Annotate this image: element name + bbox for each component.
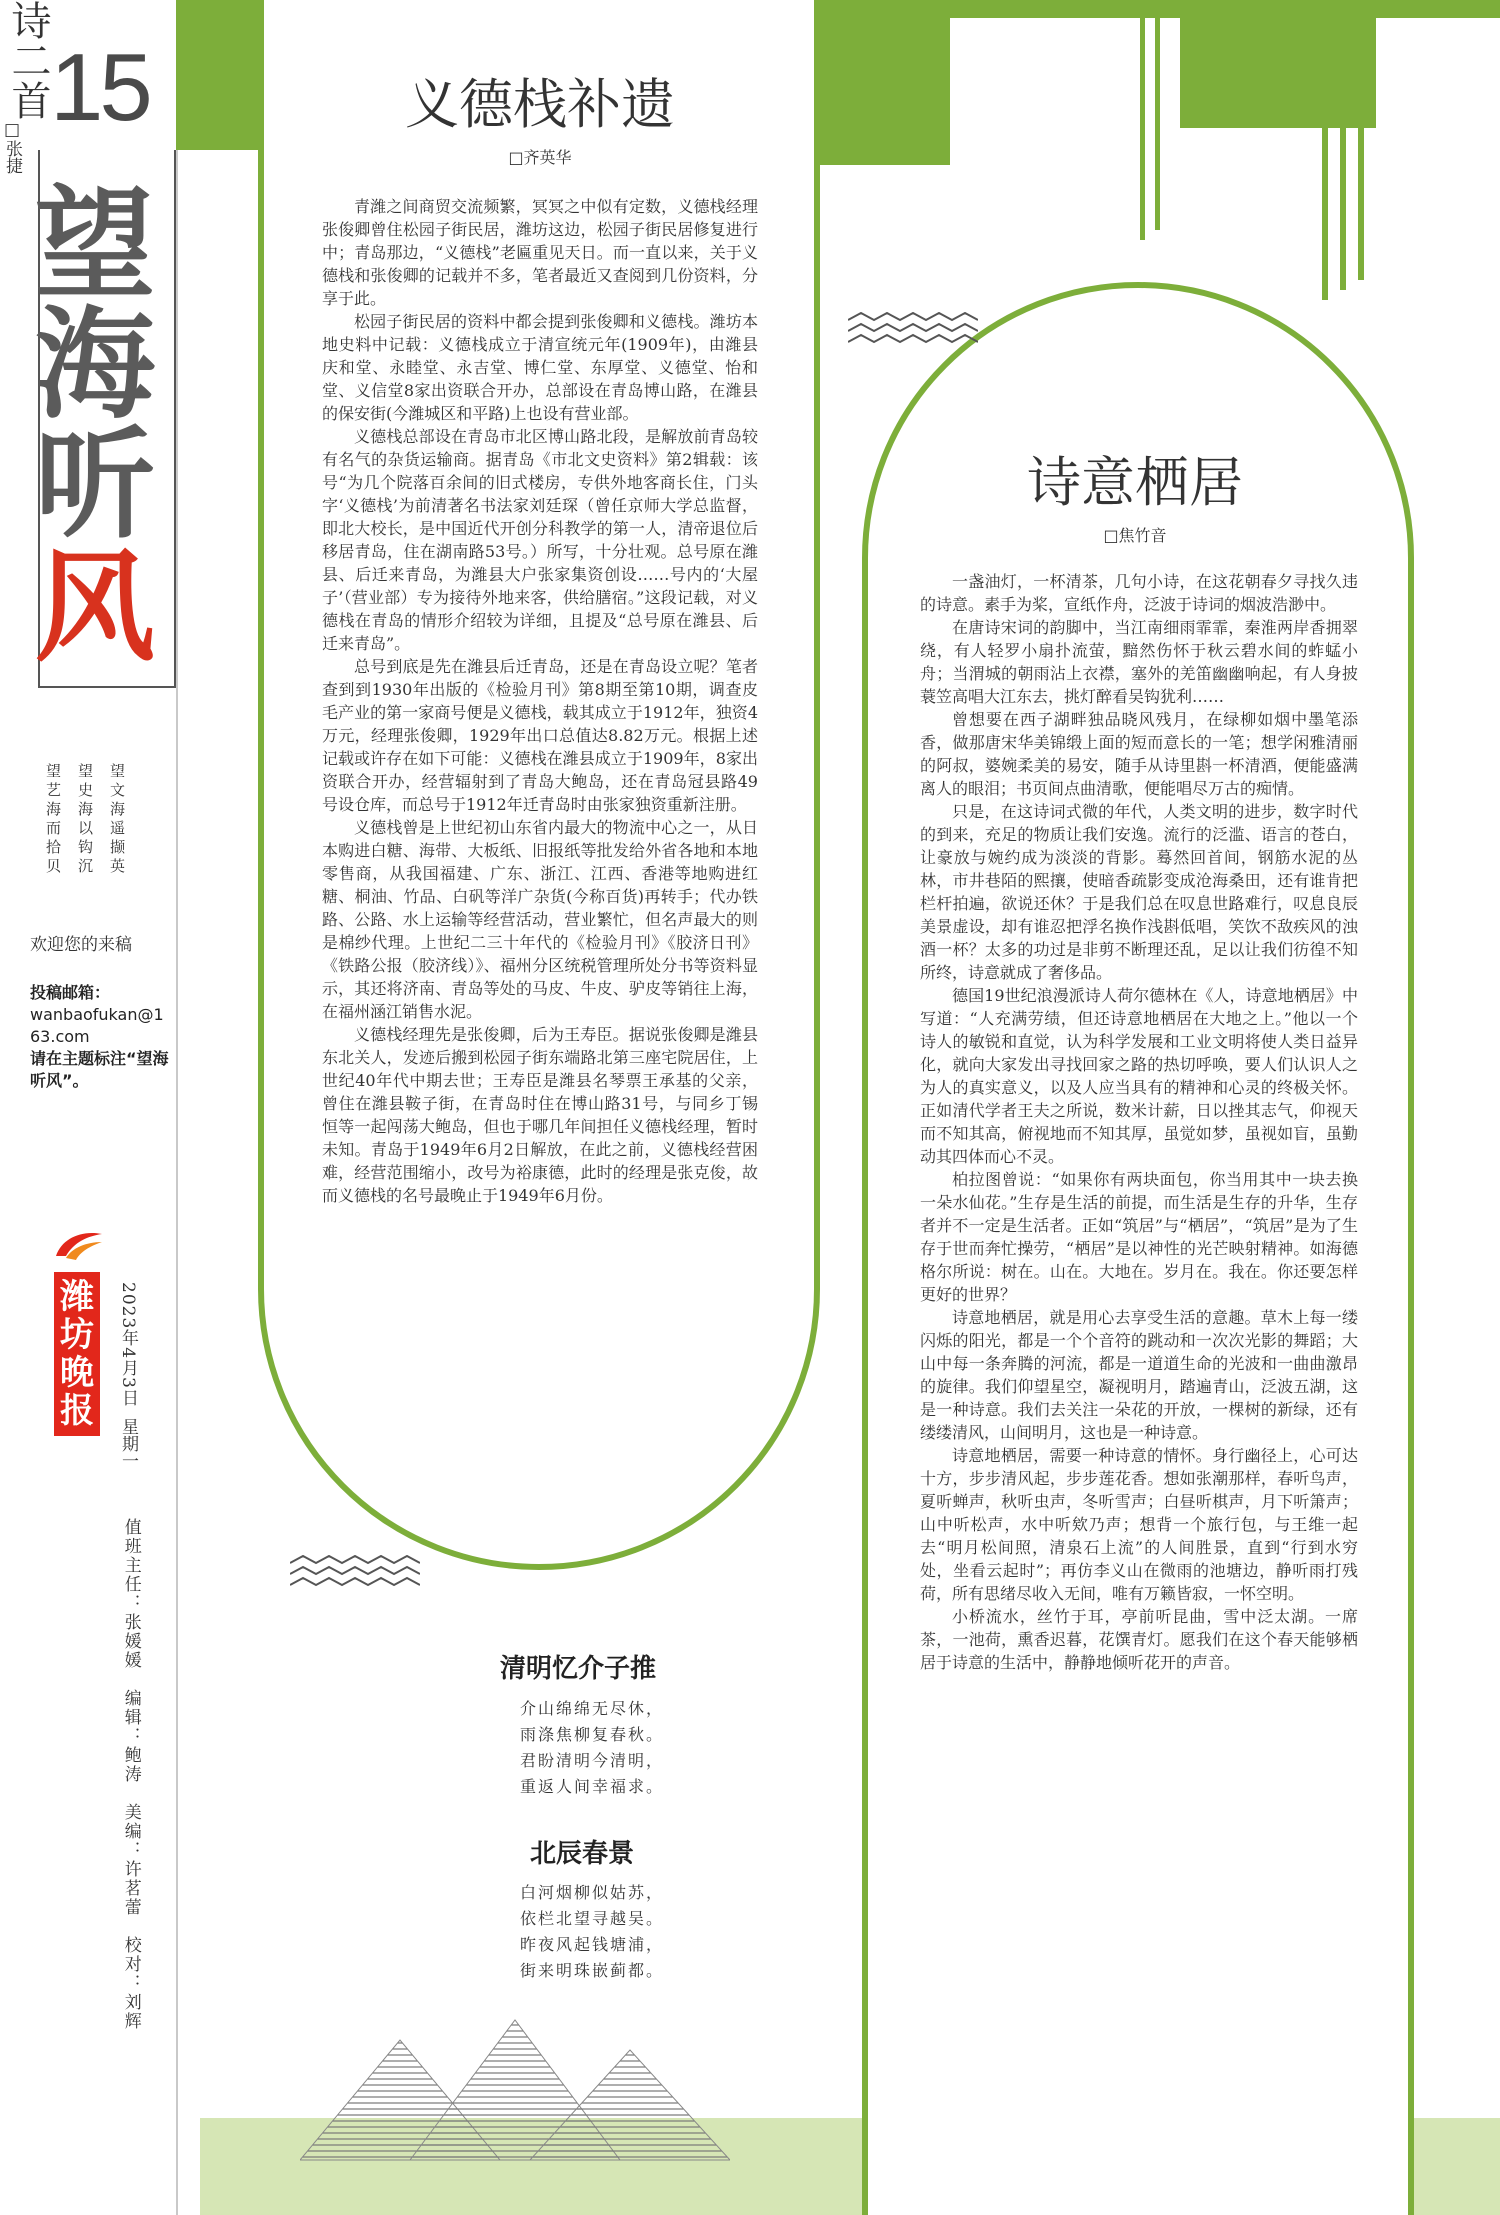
issue-weekday: 星期一 bbox=[118, 1418, 138, 1469]
deco-stripe bbox=[1155, 0, 1160, 230]
article2-paragraph: 柏拉图曾说：“如果你有两块面包，你当用其中一块去换一朵水仙花。”生存是生活的前提，而生活是生存的升华，生存者并不一定是生活者。正如“筑居”与“栖居”，“筑居”是为了生存于世而奔忙操劳，“栖居”是以神性的光芒映射精神。如海德格尔所说：树在。山在。大地在。岁月在。我在。你还要怎样更好的世界？ bbox=[920, 1170, 1358, 1304]
article2-paragraph: 诗意地栖居，需要一种诗意的情怀。身行幽径上，心可达十方，步步清风起，步步莲花香。想如张潮那样，春听鸟声，夏听蝉声，秋听虫声，冬听雪声；白昼听棋声，月下听箫声；山中听松声，水中听欸乃声；想背一个旅行包，与王维一起去“明月松间照，清泉石上流”的人间胜景，直到“行到水穷处，坐看云起时”；再仿李义山在微雨的池塘边，静听雨打残荷，所有思绪尽收入无间，唯有万籁皆寂，一怀空明。 bbox=[920, 1446, 1358, 1603]
submit-label: 投稿邮箱： bbox=[30, 983, 111, 1002]
column-title-char: 听 bbox=[35, 414, 155, 555]
contact-block bbox=[30, 982, 170, 1092]
page-number: 15 bbox=[50, 34, 149, 141]
poem1-lines bbox=[520, 1696, 664, 1800]
poem1-title: 清明忆介子推 bbox=[500, 1654, 657, 1684]
poem-line: 街来明珠嵌蓟都。 bbox=[520, 1961, 665, 1980]
deco-stripe bbox=[1340, 0, 1346, 290]
article1-byline: □齐英华 bbox=[508, 148, 572, 167]
poem-line: 重返人间幸福求。 bbox=[520, 1777, 665, 1796]
email-note: 请在主题标注“望海听风”。 bbox=[30, 1049, 169, 1090]
article1-paragraph: 义德栈曾是上世纪初山东省内最大的物流中心之一，从日本购进白糖、海带、大板纸、旧报纸等批发给外省各地和本地零售商，从我国福建、广东、浙江、江西、香港等地购进红糖、桐油、竹品、白矾等洋广杂货(今称百货)再转手；代办铁路、公路、水上运输等经营活动，营业繁忙，但名声最大的则是棉纱代理。上世纪二三十年代的《检验月刊》《胶济日刊》《铁路公报（胶济线）》、福州分区统税管理所处分书等资料显示，其还将济南、青岛等处的马皮、牛皮、驴皮等销往上海，在福州涵江销售水泥。 bbox=[322, 818, 758, 1021]
article1-paragraph: 松园子街民居的资料中都会提到张俊卿和义德栈。潍坊本地史料中记载：义德栈成立于清宣统元年(1909年)，由潍县庆和堂、永睦堂、永吉堂、博仁堂、东厚堂、义德堂、怡和堂、义信堂8家出资联合开办，总部设在青岛博山路，在潍县的保安街(今潍城区和平路)上也设有营业部。 bbox=[322, 312, 758, 423]
poem-line: 昨夜风起钱塘浦， bbox=[520, 1935, 665, 1954]
article2-body bbox=[920, 570, 1358, 1674]
zigzag-ornament-icon bbox=[848, 312, 978, 352]
poems-author: □张捷 bbox=[2, 120, 22, 174]
deco-stripe bbox=[1358, 0, 1364, 280]
article2-paragraph: 诗意地栖居，就是用心去享受生活的意趣。草木上每一缕闪烁的阳光，都是一个个音符的跳动和一次次光影的舞蹈；大山中每一条奔腾的河流，都是一道道生命的光波和一曲曲激昂的旋律。我们仰望星空，凝视明月，踏遍青山，泛波五湖，这是一种诗意。我们去关注一朵花的开放，一棵树的新绿，还有缕缕清风，山间明月，这也是一种诗意。 bbox=[920, 1308, 1358, 1442]
column-taglines bbox=[46, 762, 166, 912]
article1-paragraph: 义德栈总部设在青岛市北区博山路北段，是解放前青岛较有名气的杂货运输商。据青岛《市北文史资料》第2辑载：该号“为几个院落百余间的旧式楼房，专供外地客商长住，门头字‘义德栈’为前清著名书法家刘廷琛（曾任京师大学总监督，即北大校长，是中国近代开创分科教学的第一人，清帝退位后移居青岛，住在湖南路53号。）所写，十分壮观。总号原在潍县、后迁来青岛，为潍县大户张家集资创设……号内的‘大屋子’（营业部）专为接待外地来客，供给膳宿。”这段记载，对义德栈在青岛的情形介绍较为详细，且提及“总号原在潍县、后迁来青岛”。 bbox=[322, 427, 758, 653]
article1-paragraph: 总号到底是先在潍县后迁青岛，还是在青岛设立呢？笔者查到到1930年出版的《检验月刊》第8期至第10期，调查皮毛产业的第一家商号便是义德栈，载其成立于1912年，独资4万元，经理张俊卿，1929年出口总值达8.82万元。根据上述记载或许存在如下可能：义德栈在潍县成立于1909年，8家出资联合开办，经营辐射到了青岛大鲍岛，还在青岛冠县路49号设仓库，而总号于1912年迁青岛时由张家独资重新注册。 bbox=[322, 657, 758, 814]
poem-line: 介山绵绵无尽休， bbox=[520, 1699, 665, 1718]
deco-block-right bbox=[1180, 0, 1376, 128]
poem2-title: 北辰春景 bbox=[530, 1839, 635, 1869]
deco-block-mid bbox=[810, 0, 950, 165]
article1-title: 义德栈补遗 bbox=[405, 73, 675, 136]
poem-line: 白河烟柳似姑苏， bbox=[520, 1883, 665, 1902]
left-rail-divider bbox=[176, 150, 178, 2215]
article2-paragraph: 曾想要在西子湖畔独品晓风残月，在绿柳如烟中墨笔添香，做那唐宋华美锦缎上面的短而意长的一笔；想学闲雅清丽的阿叔，婆婉柔美的易安，随手从诗里斟一杯清酒，便能盛满离人的眼泪；书页间点曲清歌，便能唱尽万古的痴情。 bbox=[920, 710, 1358, 798]
poem-line: 依栏北望寻越吴。 bbox=[520, 1909, 665, 1928]
newspaper-logo-icon bbox=[52, 1228, 106, 1262]
article2-paragraph: 小桥流水，丝竹于耳，亭前听昆曲，雪中泛太湖。一席茶，一池荷，熏香迟暮，花馔青灯。愿我们在这个春天能够栖居于诗意的生活中，静静地倾听花开的声音。 bbox=[920, 1607, 1358, 1672]
article1-paragraph: 义德栈经理先是张俊卿，后为王寿臣。据说张俊卿是潍县东北关人，发迹后搬到松园子街东端路北第三座宅院居住，上世纪40年代中期去世；王寿臣是潍县名琴票王承基的父亲，曾住在潍县鞍子街，在青岛时住在博山路31号，与同乡丁锡恒等一起闯荡大鲍岛，但也于哪几年间担任义德栈经理，暂时未知。青岛于1949年6月2日解放，在此之前，义德栈经营困难，经营范围缩小，改号为裕康德，此时的经理是张克俊，故而义德栈的名号最晚止于1949年6月份。 bbox=[322, 1025, 758, 1205]
staff-credits: 值班主任：张媛媛 编辑：鲍涛 美编：许茗蕾 校对：刘辉 bbox=[120, 1518, 141, 2031]
article2-paragraph: 只是，在这诗词式微的年代，人类文明的进步，数字时代的到来，充足的物质让我们安逸。流行的泛滥、语言的苍白，让豪放与婉约成为淡淡的背影。蓦然回首间，钢筋水泥的丛林，市井巷陌的熙攘，使暗香疏影变成沧海桑田，还有谁肯把栏杆拍遍，欲说还休？于是我们总在叹息世路难行，叹息良辰美景虚设，却有谁忍把浮名换作浅斟低唱，笑饮不敌疾风的浊酒一杯？太多的功过是非剪不断理还乱，足以让我们彷徨不知所终，诗意就成了奢侈品。 bbox=[920, 802, 1358, 982]
poem-line: 雨涤焦柳复春秋。 bbox=[520, 1725, 665, 1744]
article1-paragraph: 青潍之间商贸交流频繁，冥冥之中似有定数，义德栈经理张俊卿曾住松园子街民居，潍坊这边，松园子街民居修复进行中；青岛那边，“义德栈”老匾重见天日。而一直以来，关于义德栈和张俊卿的记载并不多，笔者最近又查阅到几份资料，分享于此。 bbox=[322, 197, 758, 308]
issue-date: 2023年4月3日 bbox=[118, 1282, 138, 1407]
article2-title: 诗意栖居 bbox=[1027, 451, 1243, 514]
article1-body bbox=[322, 195, 758, 1207]
article2-paragraph: 德国19世纪浪漫派诗人荷尔德林在《人，诗意地栖居》中写道：“人充满劳绩，但还诗意地栖居在大地之上。”他以一个诗人的敏锐和直觉，认为科学发展和工业文明将使人类日益异化，就向大家发出寻找回家之路的热切呼唤，要人们认识人之为人的真实意义，以及人应当具有的精神和心灵的终极关怀。正如清代学者王夫之所说，数米计薪，日以挫其志气，仰视天而不知其高，俯视地而不知其厚，虽觉如梦，虽视如盲，虽勤动其四体而心不灵。 bbox=[920, 986, 1358, 1166]
zigzag-ornament-icon bbox=[290, 1555, 420, 1595]
article2-byline: □焦竹音 bbox=[1103, 526, 1167, 545]
article2-paragraph: 一盏油灯，一杯清茶，几句小诗，在这花朝春夕寻找久违的诗意。素手为桨，宣纸作舟，泛波于诗词的烟波浩渺中。 bbox=[920, 572, 1358, 614]
deco-stripe bbox=[1322, 0, 1328, 300]
article2-paragraph: 在唐诗宋词的韵脚中，当江南细雨霏霏，秦淮两岸香拥翠绕，有人轻罗小扇扑流萤，黯然伤怀于秋云碧水间的蚱蜢小舟；当渭城的朝雨沾上衣襟，塞外的羌笛幽幽响起，有人身披蓑笠高唱大江东去，挑灯醉看吴钩犹利…… bbox=[920, 618, 1358, 706]
mountain-illustration-icon bbox=[300, 2010, 730, 2170]
tagline: 望史海以钩沉 bbox=[78, 762, 94, 875]
column-title-char: 望 bbox=[35, 174, 155, 315]
deco-block-left bbox=[176, 0, 258, 150]
newspaper-name: 潍坊晚报 bbox=[54, 1272, 100, 1436]
tagline: 望艺海而拾贝 bbox=[46, 762, 62, 875]
poem-line: 君盼清明今清明， bbox=[520, 1751, 665, 1770]
welcome-text: 欢迎您的来稿 bbox=[30, 935, 132, 955]
column-title-char: 海 bbox=[35, 294, 155, 435]
deco-stripe bbox=[1140, 0, 1145, 240]
email-link[interactable]: wanbaofukan@163.com bbox=[30, 1005, 164, 1046]
column-title-char: 风 bbox=[35, 537, 155, 678]
poem2-lines bbox=[520, 1880, 664, 1984]
poems-heading: 诗二首 bbox=[5, 0, 51, 120]
tagline: 望文海遥撷英 bbox=[110, 762, 126, 875]
